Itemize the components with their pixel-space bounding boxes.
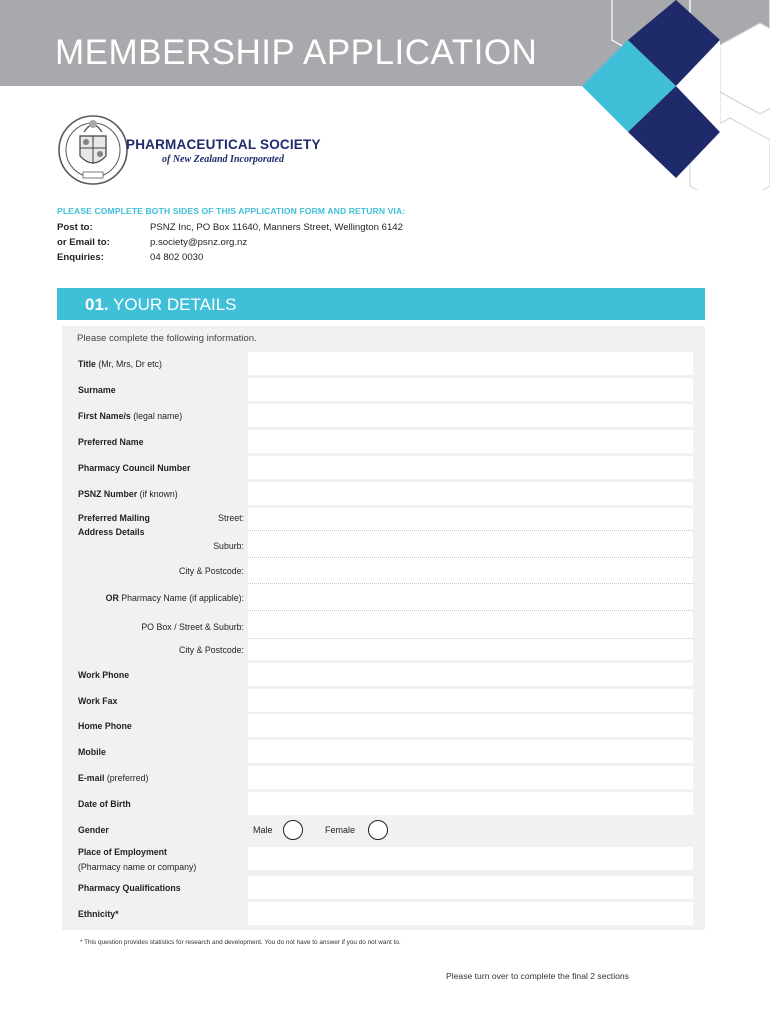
pharmacy-name-input[interactable] [248,588,693,611]
contact-label: or Email to: [57,237,110,248]
return-instructions: PLEASE COMPLETE BOTH SIDES OF THIS APPLICATION FORM AND RETURN VIA: [57,206,406,216]
city-postcode-input[interactable] [248,561,693,584]
dob-label: Date of Birth [78,799,131,809]
gender-option-female: Female [325,825,356,835]
mailing-label-line2: Address Details [78,527,145,537]
form-intro: Please complete the following information. [77,333,257,344]
dob-input[interactable] [248,792,693,815]
organization-logo [50,102,340,190]
society-seal-icon [50,102,136,188]
city-postcode-2-input[interactable] [248,638,693,660]
po-box-input[interactable] [248,616,693,639]
preferred-name-input[interactable] [248,430,693,453]
city-postcode-2-label: City & Postcode: [178,645,244,655]
section-title [85,295,237,315]
section-header-your-details [57,288,705,320]
contact-row-post [57,222,477,237]
home-phone-label: Home Phone [78,721,132,731]
gender-label: Gender [78,825,109,835]
email-input[interactable] [248,766,693,789]
street-label: Street: [218,513,244,523]
mobile-label: Mobile [78,747,106,757]
contact-details [57,222,477,267]
email-label: E-mail (preferred) [78,773,149,783]
section-number: 01. [85,295,109,314]
city-postcode-label: City & Postcode: [178,566,244,576]
employment-label: Place of Employment [78,847,167,857]
suburb-label: Suburb: [213,541,244,551]
street-input[interactable] [248,508,693,531]
organization-name: PHARMACEUTICAL SOCIETY [126,137,321,152]
home-phone-input[interactable] [248,714,693,737]
psnz-number-label: PSNZ Number (if known) [78,489,178,499]
contact-row-email [57,237,477,252]
ethnicity-label: Ethnicity* [78,909,119,919]
suburb-input[interactable] [248,535,693,558]
surname-input[interactable] [248,378,693,401]
employment-hint: (Pharmacy name or company) [78,862,197,872]
work-phone-label: Work Phone [78,670,130,680]
work-fax-label: Work Fax [78,696,118,706]
preferred-name-label: Preferred Name [78,437,144,447]
page-title: MEMBERSHIP APPLICATION [55,33,538,72]
gender-option-male: Male [253,825,273,835]
contact-value: p.society@psnz.org.nz [150,237,248,248]
mobile-input[interactable] [248,740,693,763]
contact-row-enquiries [57,252,477,267]
contact-value: 04 802 0030 [150,252,204,263]
surname-label: Surname [78,385,116,395]
first-names-input[interactable] [248,404,693,427]
po-box-label: PO Box / Street & Suburb: [141,622,244,632]
gender-female-radio[interactable] [368,820,388,840]
employment-input[interactable] [248,847,693,870]
qualifications-label: Pharmacy Qualifications [78,883,181,893]
council-number-label: Pharmacy Council Number [78,463,191,473]
qualifications-input[interactable] [248,876,693,899]
organization-subtitle: of New Zealand Incorporated [162,154,284,165]
work-fax-input[interactable] [248,689,693,712]
title-input[interactable] [248,352,693,375]
work-phone-input[interactable] [248,663,693,686]
gender-male-radio[interactable] [283,820,303,840]
contact-value: PSNZ Inc, PO Box 11640, Manners Street, Wellington 6142 [150,222,403,233]
section-title-text: YOUR DETAILS [108,295,237,314]
first-names-label: First Name/s (legal name) [78,411,183,421]
contact-label: Enquiries: [57,252,104,263]
psnz-number-input[interactable] [248,482,693,505]
header-banner [0,0,770,86]
council-number-input[interactable] [248,456,693,479]
pharmacy-name-label: OR Pharmacy Name (if applicable): [105,593,244,603]
title-label: Title (Mr, Mrs, Dr etc) [78,359,162,369]
ethnicity-footnote: * This question provides statistics for research and development. You do not have to answer if you do not want to. [80,939,401,946]
turn-over-note: Please turn over to complete the final 2 sections [446,971,629,981]
ethnicity-input[interactable] [248,902,693,925]
contact-label: Post to: [57,222,93,233]
mailing-label: Preferred Mailing [78,513,150,523]
